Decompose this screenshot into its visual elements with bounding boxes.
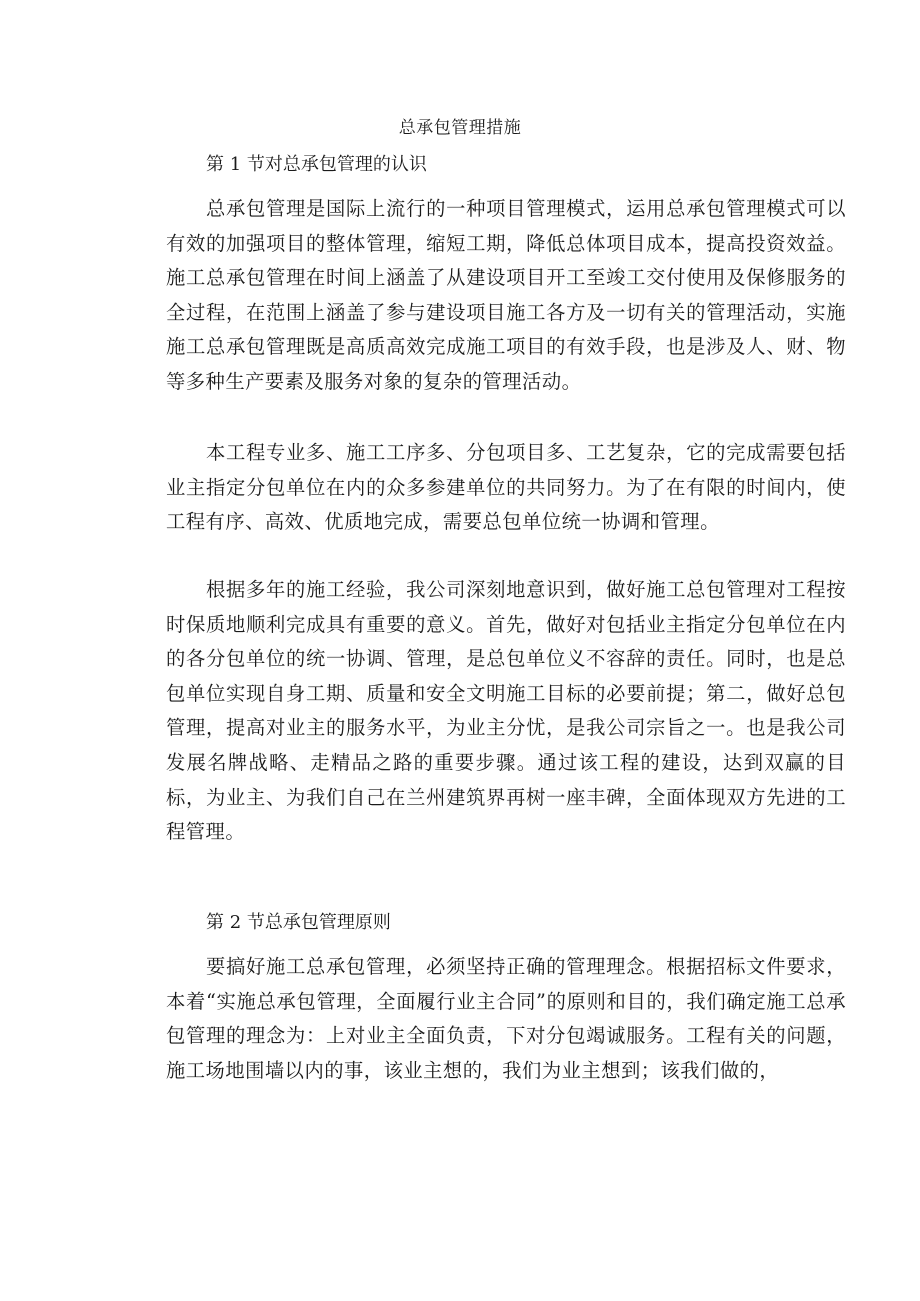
section-heading-2: 第 2 节总承包管理原则 xyxy=(206,912,391,933)
paragraph-2: 本工程专业多、施工工序多、分包项目多、工艺复杂，它的完成需要包括业主指定分包单位在内的众多参建单位的共同努力。为了在有限的时间内，使工程有序、高效、优质地完成，需要总包单位统一协调和管理。 xyxy=(166,441,846,534)
document-title: 总承包管理措施 xyxy=(398,118,522,138)
paragraph-4: 要搞好施工总承包管理，必须坚持正确的管理理念。根据招标文件要求，本着“实施总承包管理，全面履行业主合同”的原则和目的，我们确定施工总承包管理的理念为：上对业主全面负责，下对分包竭诚服务。工程有关的问题，施工场地围墙以内的事，该业主想的，我们为业主想到；该我们做的， xyxy=(166,955,846,1082)
paragraph-3: 根据多年的施工经验，我公司深刻地意识到，做好施工总包管理对工程按时保质地顺利完成具有重要的意义。首先，做好对包括业主指定分包单位在内的各分包单位的统一协调、管理，是总包单位义不容辞的责任。同时，也是总包单位实现自身工期、质量和安全文明施工目标的必要前提；第二，做好总包管理，提高对业主的服务水平，为业主分忧，是我公司宗旨之一。也是我公司发展名牌战略、走精品之路的重要步骤。通过该工程的建设，达到双赢的目标，为业主、为我们自己在兰州建筑界再树一座丰碑，全面体现双方先进的工程管理。 xyxy=(166,578,846,844)
section-heading-1: 第 1 节对总承包管理的认识 xyxy=(206,154,427,175)
paragraph-1: 总承包管理是国际上流行的一种项目管理模式，运用总承包管理模式可以有效的加强项目的整体管理，缩短工期，降低总体项目成本，提高投资效益。施工总承包管理在时间上涵盖了从建设项目开工至竣工交付使用及保修服务的全过程，在范围上涵盖了参与建设项目施工各方及一切有关的管理活动，实施施工总承包管理既是高质高效完成施工项目的有效手段，也是涉及人、财、物等多种生产要素及服务对象的复杂的管理活动。 xyxy=(166,197,846,393)
